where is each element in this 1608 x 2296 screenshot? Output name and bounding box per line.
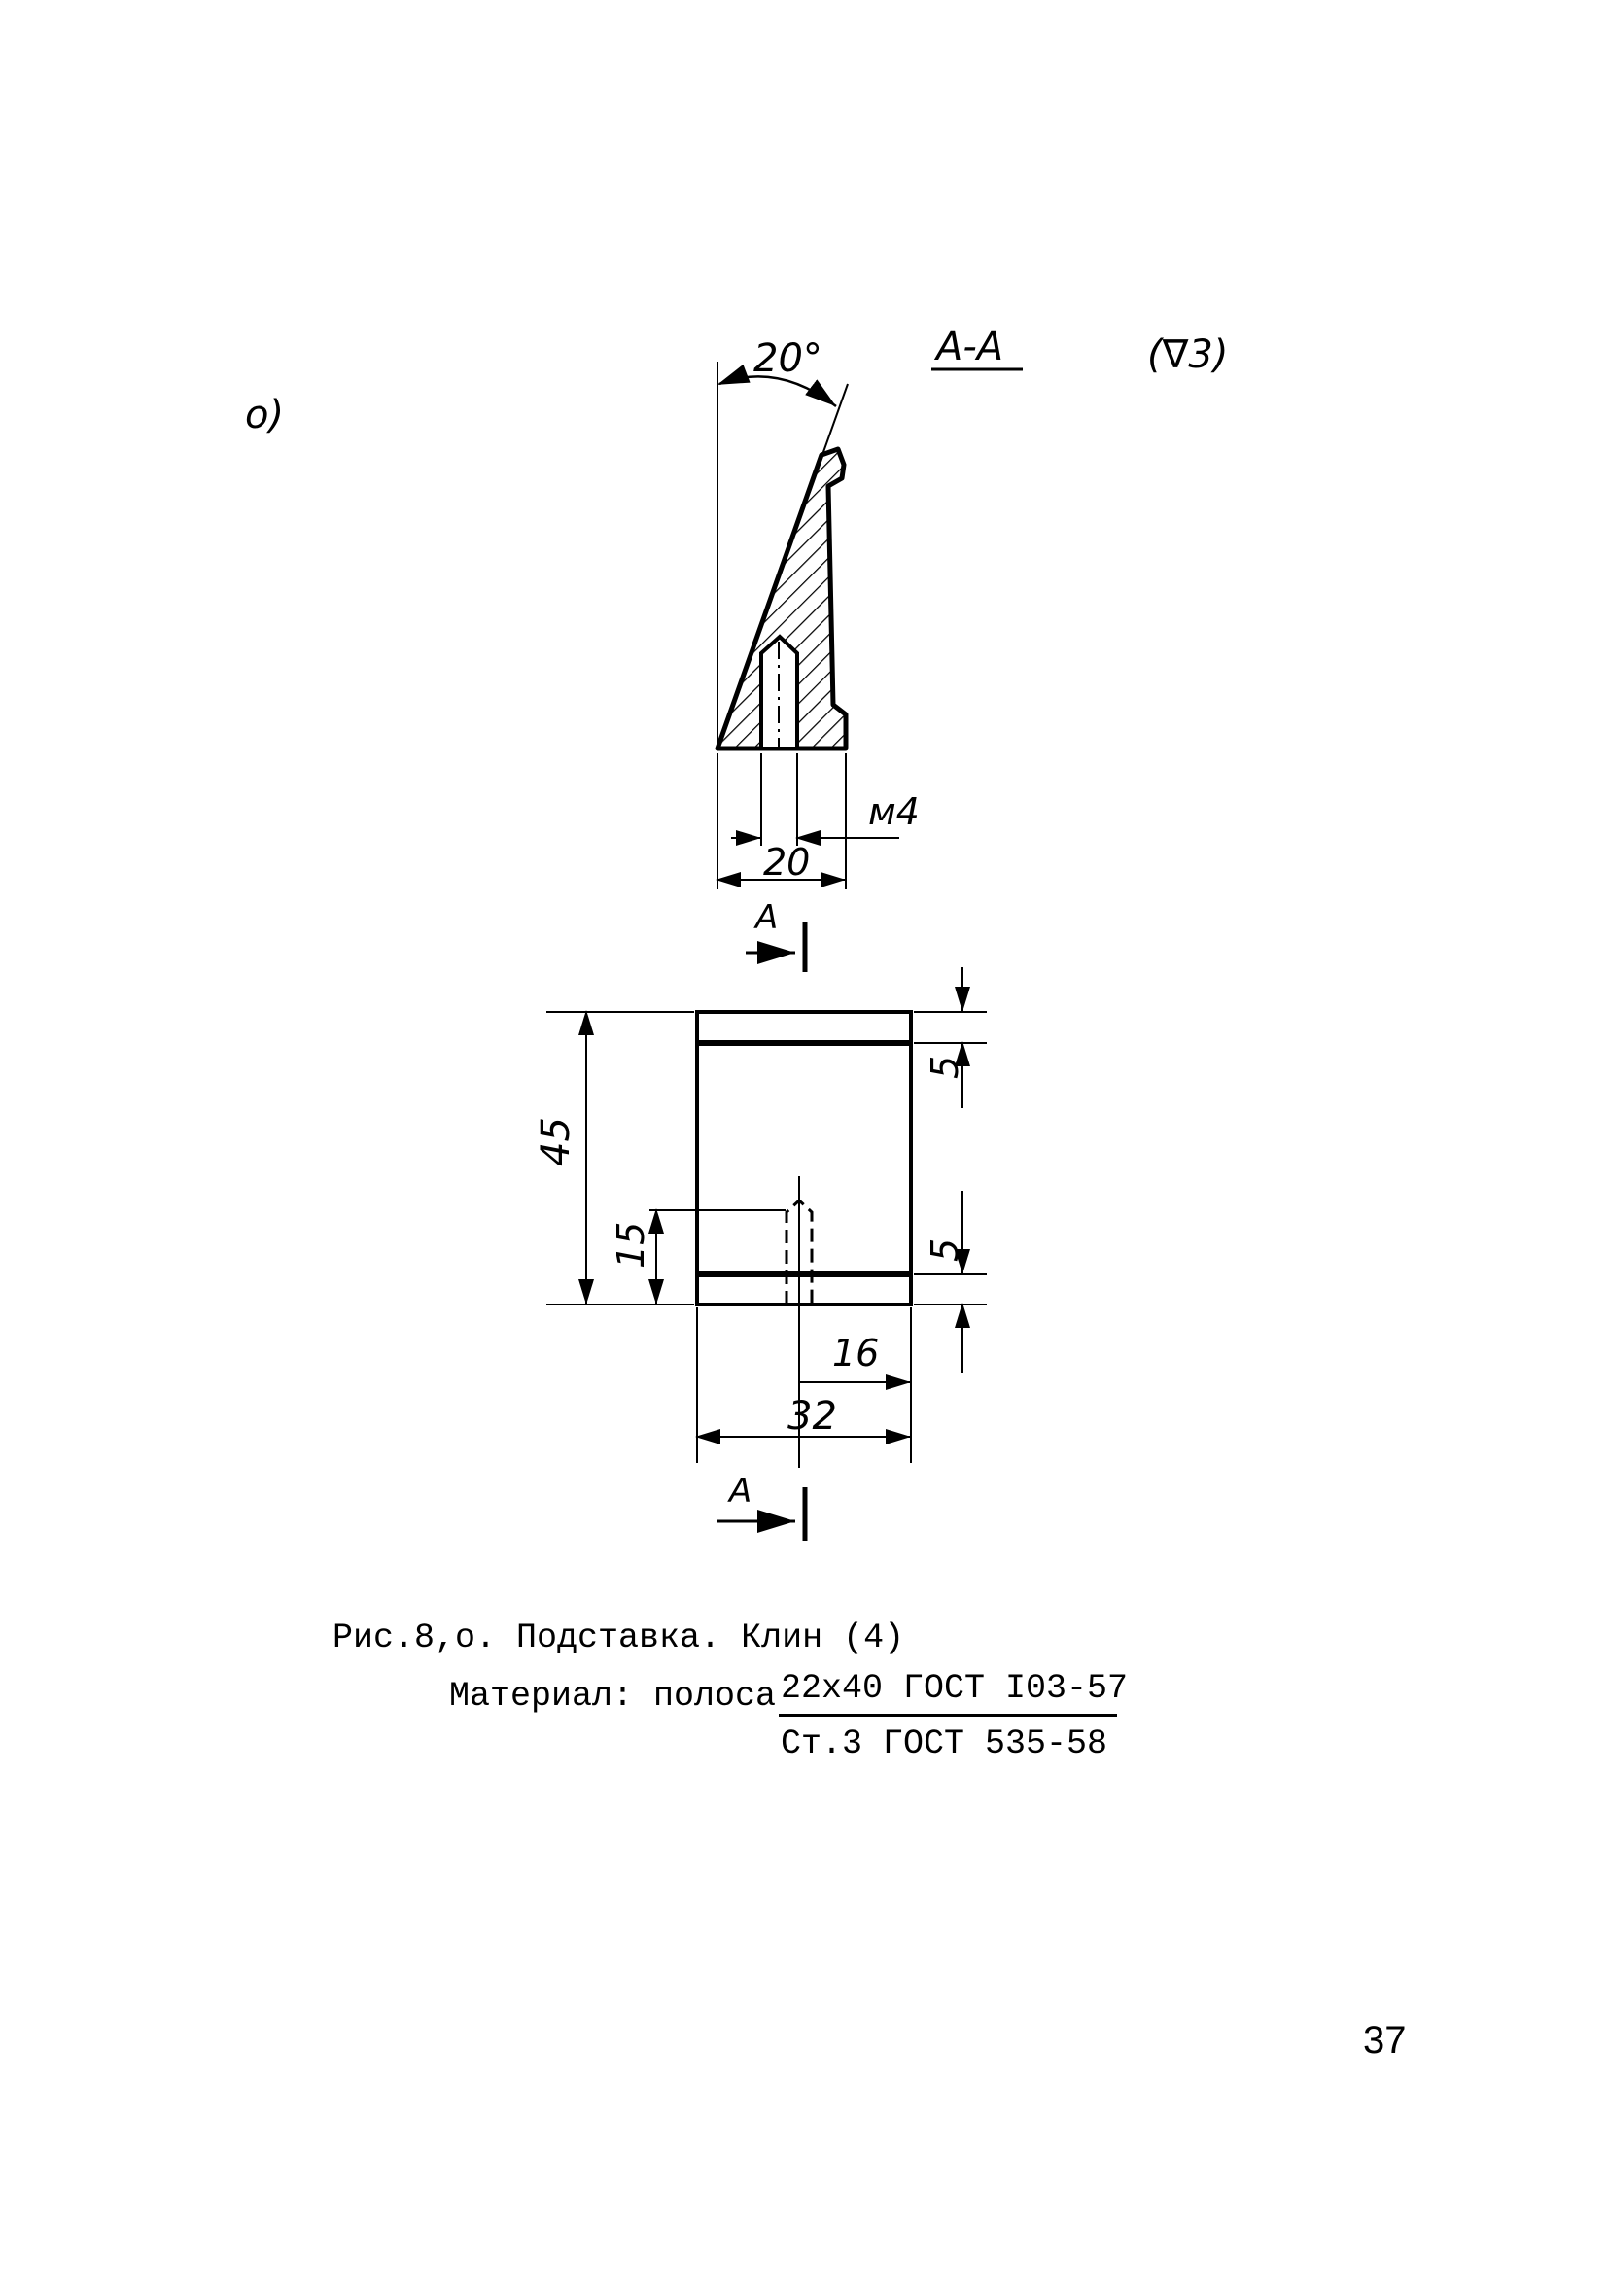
material-denominator: Ст.3 ГОСТ 535-58 xyxy=(781,1724,1108,1763)
strip-bottom-label: 5 xyxy=(924,1237,966,1262)
cut-marker-top-label: А xyxy=(755,898,779,937)
fraction-bar xyxy=(779,1714,1117,1717)
roughness-label: (∇3) xyxy=(1147,332,1229,377)
hole-offset-label: 16 xyxy=(832,1332,880,1374)
panel-label: о) xyxy=(245,393,285,437)
hole-depth-label: 15 xyxy=(610,1221,652,1269)
material-prefix: Материал: полоса xyxy=(449,1677,777,1716)
width-label: 32 xyxy=(787,1394,837,1439)
angle-label: 20° xyxy=(753,336,822,381)
height-label: 45 xyxy=(534,1117,578,1166)
material-numerator: 22х40 ГОСТ I03-57 xyxy=(781,1669,1129,1708)
front-outline xyxy=(697,1012,911,1305)
strip-top-label: 5 xyxy=(924,1055,966,1079)
section-label: А-А xyxy=(936,325,1004,369)
figure-caption: Рис.8,о. Подставка. Клин (4) xyxy=(332,1618,905,1657)
cut-marker-bottom-label: А xyxy=(729,1472,752,1511)
page-number: 37 xyxy=(1363,2019,1407,2062)
thread-label: м4 xyxy=(868,790,920,833)
section-view xyxy=(717,336,920,972)
section-width-label: 20 xyxy=(763,841,811,884)
front-view xyxy=(534,967,987,1541)
